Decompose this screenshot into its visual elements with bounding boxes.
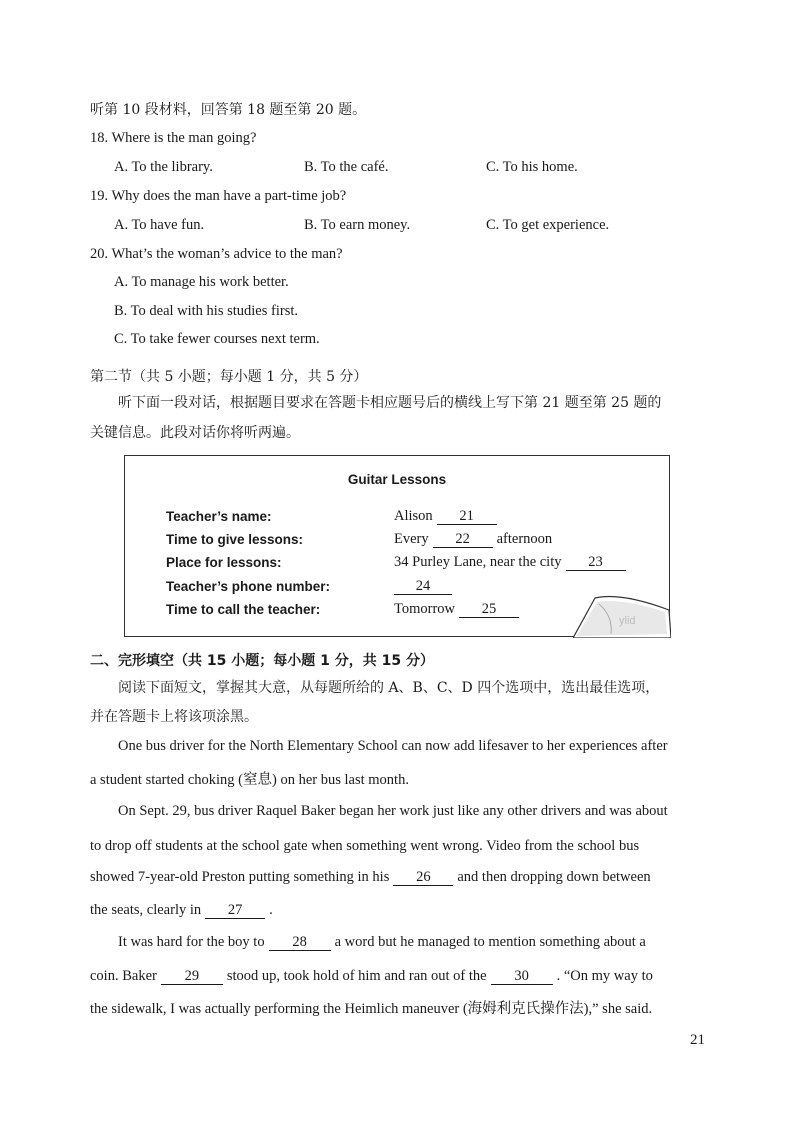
form-label-lesson-place: Place for lessons:	[166, 555, 282, 570]
form-label-phone: Teacher’s phone number:	[166, 579, 331, 594]
listening-intro-10: 听第 10 段材料，回答第 18 题至第 20 题。	[90, 102, 367, 118]
form-value-text: afternoon	[496, 531, 553, 547]
text-segment: coin. Baker	[90, 968, 157, 984]
question-19-option-c: C. To get experience.	[486, 217, 610, 233]
text-segment: showed 7-year-old Preston putting something in his	[90, 869, 390, 885]
form-value-text: Alison	[394, 508, 433, 524]
blank-27: 27	[205, 903, 265, 919]
blank-30: 30	[491, 969, 553, 985]
guitar-lessons-form	[124, 455, 670, 637]
form-value-phone	[394, 578, 456, 595]
cloze-instruction-line1: 阅读下面短文，掌握其大意，从每题所给的 A、B、C、D 四个选项中，选出最佳选项，	[118, 680, 660, 696]
question-20-stem: 20. What’s the woman’s advice to the man?	[90, 246, 343, 262]
blank-28: 28	[269, 935, 331, 951]
blank-21: 21	[437, 509, 497, 525]
form-value-text: 34 Purley Lane, near the city	[394, 554, 562, 570]
cloze-p2-line2: to drop off students at the school gate when something went wrong. Video from the school bus	[90, 838, 640, 854]
form-label-lesson-time: Time to give lessons:	[166, 532, 304, 547]
section2-instruction-line1: 听下面一段对话，根据题目要求在答题卡相应题号后的横线上写下第 21 题至第 25 题的	[118, 395, 662, 411]
question-18-option-c: C. To his home.	[486, 159, 578, 175]
question-18-option-a: A. To the library.	[114, 159, 213, 175]
form-label-teacher-name: Teacher’s name:	[166, 509, 272, 524]
page-curl-decoration	[573, 594, 671, 638]
text-segment: stood up, took hold of him and ran out of the	[226, 968, 487, 984]
text-segment: and then dropping down between	[457, 869, 651, 885]
cloze-p2-line1: On Sept. 29, bus driver Raquel Baker began her work just like any other drivers and was about	[118, 803, 668, 819]
blank-23: 23	[566, 555, 626, 571]
text-segment: .	[269, 902, 273, 918]
form-value-call-time	[394, 601, 523, 618]
text-segment: a word but he managed to mention something about a	[334, 934, 646, 950]
blank-24: 24	[394, 579, 452, 595]
form-value-teacher-name	[394, 508, 501, 525]
section2-heading: 第二节（共 5 小题；每小题 1 分，共 5 分）	[90, 369, 368, 385]
question-20-option-a: A. To manage his work better.	[114, 274, 289, 290]
question-19-option-a: A. To have fun.	[114, 217, 205, 233]
cloze-p3-line2	[90, 967, 653, 985]
blank-29: 29	[161, 969, 223, 985]
cloze-p1-line1: One bus driver for the North Elementary School can now add lifesaver to her experiences after	[118, 738, 668, 754]
question-18-option-b: B. To the café.	[304, 159, 389, 175]
question-18-stem: 18. Where is the man going?	[90, 130, 257, 146]
cloze-heading: 二、完形填空（共 15 小题；每小题 1 分，共 15 分）	[90, 653, 434, 669]
question-19-stem: 19. Why does the man have a part-time job?	[90, 188, 347, 204]
form-label-call-time: Time to call the teacher:	[166, 602, 321, 617]
blank-26: 26	[393, 870, 453, 886]
text-segment: . “On my way to	[556, 968, 653, 984]
form-value-lesson-place	[394, 554, 630, 571]
text-segment: It was hard for the boy to	[118, 934, 265, 950]
text-segment: the seats, clearly in	[90, 902, 202, 918]
form-title: Guitar Lessons	[347, 472, 447, 487]
section2-instruction-line2: 关键信息。此段对话你将听两遍。	[90, 425, 300, 441]
question-20-option-c: C. To take fewer courses next term.	[114, 331, 320, 347]
form-value-lesson-time	[394, 531, 552, 548]
cloze-p3-line3: the sidewalk, I was actually performing the Heimlich maneuver (海姆利克氏操作法),” she said.	[90, 1001, 653, 1017]
form-value-text: Tomorrow	[394, 601, 456, 617]
question-20-option-b: B. To deal with his studies first.	[114, 303, 298, 319]
blank-25: 25	[459, 602, 519, 618]
corner-watermark-text: ylid	[619, 615, 636, 627]
question-19-option-b: B. To earn money.	[304, 217, 411, 233]
cloze-instruction-line2: 并在答题卡上将该项涂黑。	[90, 709, 258, 725]
form-value-text: Every	[394, 531, 429, 547]
cloze-p1-line2: a student started choking (窒息) on her bus last month.	[90, 772, 409, 788]
cloze-p3-line1	[118, 933, 646, 951]
page-number: 21	[690, 1032, 705, 1048]
blank-22: 22	[433, 532, 493, 548]
cloze-p2-line4	[90, 901, 273, 919]
cloze-p2-line3	[90, 868, 651, 886]
